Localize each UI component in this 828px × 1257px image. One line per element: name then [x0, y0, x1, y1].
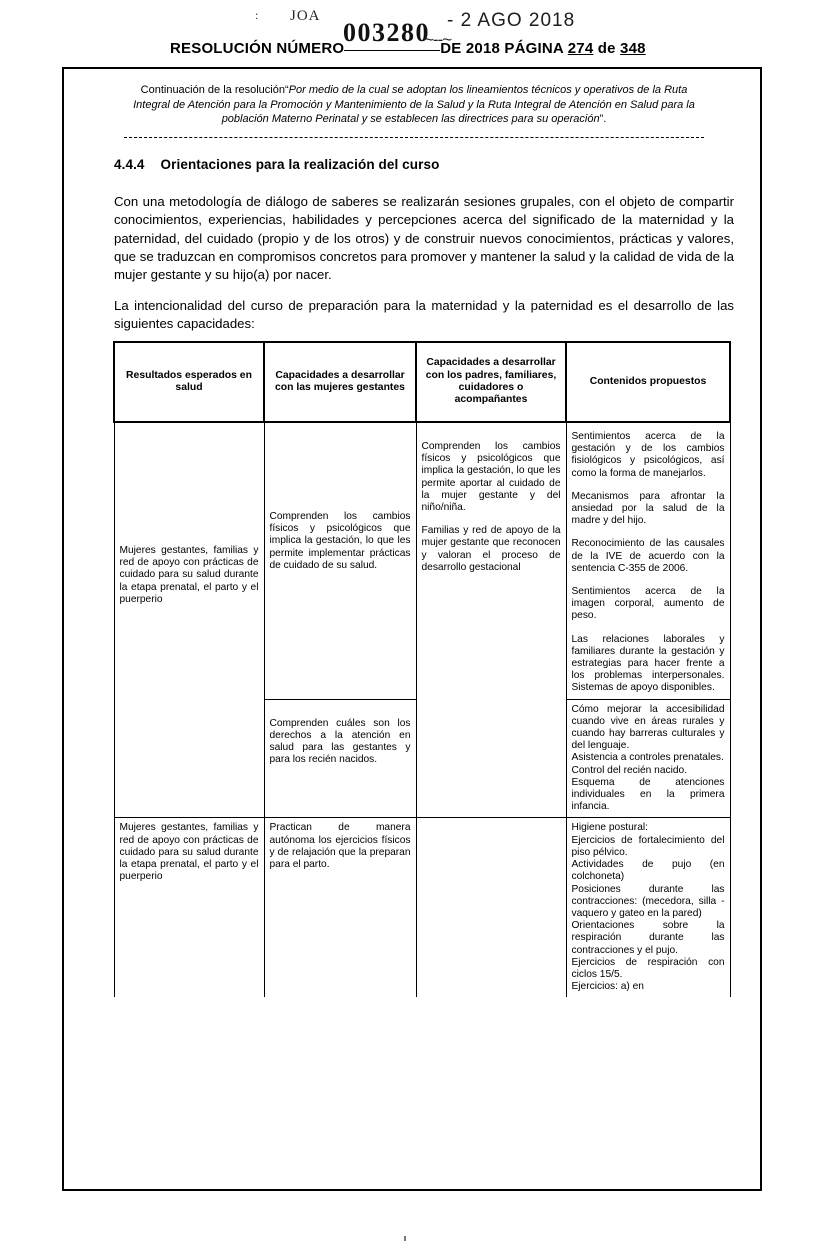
page-total-number: 348: [620, 40, 646, 57]
cell-text: Cómo mejorar la accesibilidad cuando vive en áreas rurales y cuando hay barreras culturales y del lenguaje.: [571, 703, 725, 752]
cell-capacidades-gestantes-2: Comprenden cuáles son los derechos a la atención en salud para las gestantes y para los recién nacidos.: [264, 699, 416, 818]
cell-resultados-1: Mujeres gestantes, familias y red de apoyo con prácticas de cuidado para su salud durante la etapa prenatal, el parto y el puerperio: [114, 422, 264, 818]
cell-text: Familias y red de apoyo de la mujer gestante que reconocen y valoran el proceso de desarrollo gestacional: [421, 525, 561, 573]
resolution-number-blank: [344, 50, 440, 51]
quote-close: ”.: [599, 113, 607, 125]
stamp-squiggle-mark: ~--~: [424, 30, 452, 49]
cell-text: Reconocimiento de las causales de la IVE de acuerdo con la sentencia C-355 de 2006.: [571, 538, 725, 574]
cell-text: Actividades de pujo (en colchoneta): [571, 859, 725, 883]
continuation-lead: Continuación de la resolución: [140, 84, 285, 96]
table-header-capacidades-acompanantes: Capacidades a desarrollar con los padres, familiares, cuidadores o acompañantes: [416, 342, 566, 422]
page-current-number: 274: [567, 40, 594, 57]
page-frame: [62, 67, 762, 1191]
table-header-row: [114, 342, 730, 422]
stamp-joa-text: JOA: [290, 8, 321, 24]
cell-text: Control del recién nacido.: [571, 764, 688, 776]
resolution-line: [170, 40, 646, 57]
document-header: [0, 0, 828, 66]
cell-text: Mecanismos para afrontar la ansiedad por la salud de la madre y del hijo.: [571, 490, 725, 527]
capacities-table: [113, 341, 731, 997]
section-paragraph-1: Con una metodología de diálogo de saberes se realizarán sesiones grupales, con el objeto de compartir conocimientos, experiencias, habilidades y percepciones acerca del significado de la maternidad y la paternidad, del cuidado (propio y de los otros) y de construir nuevos conocimientos, prácticas y valores, que se traduzcan en compromisos concretos para promover y mantener la salud y la calidad de vida de la mujer gestante y su hijo(a) por nacer.: [114, 194, 734, 283]
section-title: Orientaciones para la realización del curso: [160, 157, 440, 172]
cell-text: Las relaciones laborales y familiares durante la gestación y estrategias para hacer frente a los problemas interpersonales. Sistemas de apoyo disponibles.: [571, 633, 725, 694]
cell-text: Ejercicios de respiración con ciclos 15/5.: [571, 956, 725, 980]
table-row: [114, 422, 730, 699]
section-number: 4.4.4: [114, 157, 145, 172]
cell-capacidades-gestantes-3: Practican de manera autónoma los ejercicios físicos y de relajación que la preparan para el parto.: [264, 818, 416, 997]
cell-text: Orientaciones sobre la respiración durante las contracciones y el pujo.: [571, 920, 725, 956]
page-artifact-dot: [404, 1236, 406, 1241]
continuation-title-line-2: Ruta Integral de Atención para la Promoción y Mantenimiento de la Salud y la Ruta Integral de Atención en: [133, 84, 688, 111]
cell-resultados-3: Mujeres gestantes, familias y red de apoyo con prácticas de cuidado para su salud durante la etapa prenatal, el parto y el puerperio: [114, 818, 264, 997]
cell-text: Ejercicios: a) en: [571, 981, 644, 993]
cell-capacidades-acompanantes-3: [416, 818, 566, 997]
page-of-label: de: [597, 40, 616, 57]
stamp-marks: :: [255, 8, 260, 22]
section-heading: [114, 157, 439, 172]
cell-capacidades-gestantes-1: Comprenden los cambios físicos y psicológicos que implica la gestación, lo que les permite implementar prácticas de cuidado de su salud.: [264, 422, 416, 699]
cell-text: Comprenden los cambios físicos y psicológicos que implica la gestación, lo que les permite aportar al cuidado de la mujer gestante y del niño/niña.: [421, 441, 561, 514]
table-header-capacidades-gestantes: Capacidades a desarrollar con las mujeres gestantes: [264, 342, 416, 422]
continuation-block: [126, 83, 702, 127]
stamp-date: - 2 AGO 2018: [447, 10, 576, 31]
resolution-prefix-label: RESOLUCIÓN NÚMERO: [170, 40, 345, 57]
cell-text: Esquema de atenciones individuales en la primera infancia.: [571, 776, 725, 813]
table-row: [114, 818, 730, 997]
cell-text: Posiciones durante las contracciones: (mecedora, silla - vaquero y gateo en la pared): [571, 883, 725, 919]
table-header-contenidos: Contenidos propuestos: [566, 342, 730, 422]
quote-open: “: [284, 84, 289, 96]
resolution-number-stamp: 003280: [343, 18, 430, 47]
continuation-title-line-3: Salud para la población Materno Perinatal y se establecen las directrices para su operación: [221, 98, 695, 125]
section-paragraph-2: La intencionalidad del curso de preparación para la maternidad y la paternidad es el desarrollo de las siguientes capacidades:: [114, 298, 734, 332]
table-header-resultados: Resultados esperados en salud: [114, 342, 264, 422]
cell-capacidades-acompanantes-1: [416, 422, 566, 818]
continuation-title-line-1: Por medio de la cual se adoptan los lineamientos técnicos y operativos de la: [288, 84, 662, 96]
resolution-middle-label: DE 2018 PÁGINA: [440, 40, 564, 57]
cell-text: Sentimientos acerca de la gestación y de los cambios fisiológicos y psicológicos, así como la forma de manejarlos.: [571, 431, 725, 479]
cell-contenidos-3: [566, 818, 730, 997]
cell-text: Sentimientos acerca de la imagen corporal, aumento de peso.: [571, 586, 725, 622]
cell-text: Ejercicios de fortalecimiento del piso pélvico.: [571, 834, 725, 858]
cell-contenidos-1: [566, 422, 730, 699]
cell-contenidos-2: [566, 699, 730, 818]
header-divider: [124, 137, 704, 138]
cell-text: Asistencia a controles prenatales.: [571, 752, 724, 764]
cell-text: Higiene postural:: [571, 822, 648, 834]
